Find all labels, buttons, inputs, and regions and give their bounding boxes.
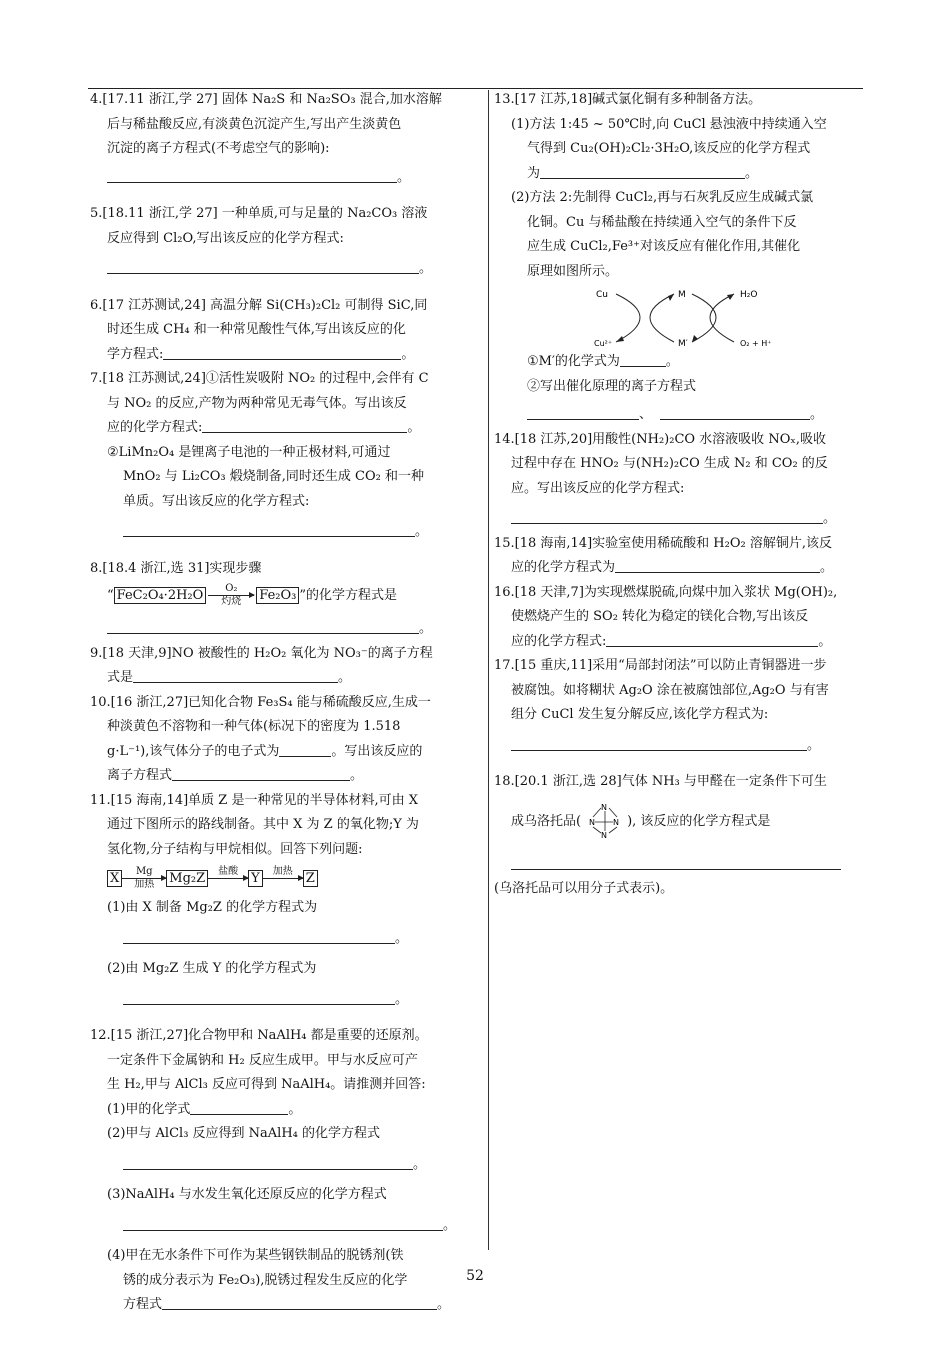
q14-line2: 过程中存在 HNO₂ 与(NH₂)₂CO 生成 N₂ 和 CO₂ 的反 xyxy=(511,456,828,471)
question-16: 16.[18 天津,7]为实现燃煤脱硫,向煤中加入浆状 Mg(OH)₂, 使燃烧产生的 SO₂ 转化为稳定的镁化合物,写出该反 应的化学方程式: 。 xyxy=(494,581,864,655)
q7b-line3: 单质。写出该反应的化学方程式: xyxy=(123,493,310,509)
curve-mprime xyxy=(692,294,716,342)
right-column xyxy=(494,88,864,902)
q10-line4: 离子方程式 xyxy=(107,768,173,783)
q4-line2: 后与稀盐酸反应,有淡黄色沉淀产生,写出产生淡黄色 xyxy=(107,116,402,132)
curve-h2o xyxy=(710,294,734,342)
q18-line2a: 成乌洛托品( xyxy=(511,813,582,829)
q7b-line1: ②LiMn₂O₄ 是锂离子电池的一种正极材料,可通过 xyxy=(107,444,391,460)
question-15: 15.[18 海南,14]实验室使用稀硫酸和 H₂O₂ 溶解铜片,该反 应的化学方程式为 。 xyxy=(494,532,864,581)
answer-blank[interactable] xyxy=(123,990,395,1005)
question-5: 5.[18.11 浙江,学 27] 一种单质,可与足量的 Na₂CO₃ 溶液 反应得到 Cl₂O,写出该反应的化学方程式: 。 xyxy=(90,202,462,282)
q13-a: ①M′的化学式为 xyxy=(527,354,620,369)
answer-blank[interactable] xyxy=(540,164,745,179)
q4-line3: 沉淀的离子方程式(不考虑空气的影响): xyxy=(107,141,330,156)
q6-line3: 学方程式: xyxy=(107,346,164,362)
label-m: M xyxy=(678,290,686,300)
q16-line1: 16.[18 天津,7]为实现燃煤脱硫,向煤中加入浆状 Mg(OH)₂, xyxy=(494,584,838,600)
q7b-line2: MnO₂ 与 Li₂CO₃ 煅烧制备,同时还生成 CO₂ 和一种 xyxy=(123,469,424,484)
arrowhead xyxy=(616,336,624,342)
q11-line3: 氢化物,分子结构与甲烷相似。回答下列问题: xyxy=(107,841,363,857)
q12-sub3: (3)NaAlH₄ 与水发生氧化还原反应的化学方程式 xyxy=(107,1187,387,1202)
q5-line2: 反应得到 Cl₂O,写出该反应的化学方程式: xyxy=(107,230,344,246)
q16-line2: 使燃烧产生的 SO₂ 转化为稳定的镁化合物,写出该反 xyxy=(511,609,809,624)
answer-blank[interactable] xyxy=(279,742,331,757)
q16-line3: 应的化学方程式: xyxy=(511,633,607,649)
q12-sub4-line2: 锈的成分表示为 Fe₂O₃),脱锈过程发生反应的化学 xyxy=(123,1272,408,1288)
question-13: 13.[17 江苏,18]碱式氯化铜有多种制备方法。 (1)方法 1:45 ~ 50℃时,向 CuCl 悬浊液中持续通入空 气得到 Cu₂(OH)₂Cl₂·3H₂O,该反应的化学方程式 为 。 (2)方法 2:先制得 CuCl₂,再与石灰乳反应生成碱式氯 化铜。Cu 与稀盐酸在持续通入空气的条件下反 应生成 CuCl₂,Fe³⁺对该反应有催化作用,其催化 原理如图所示。 Cu M H₂O Cu²⁺ M′ O₂ + H⁺ ①M′的化学式为 。 ②写出催化原理的离子方程式 、 。 xyxy=(494,88,864,428)
q12-sub1: (1)甲的化学式 xyxy=(107,1101,191,1117)
n-atom: N xyxy=(589,818,596,827)
answer-blank[interactable] xyxy=(163,345,401,360)
q11-line1: 11.[15 海南,14]单质 Z 是一种常见的半导体材料,可由 X xyxy=(90,792,418,808)
page-number: 52 xyxy=(466,1268,484,1284)
question-18 xyxy=(494,770,864,902)
label-o2-hplus: O₂ + H⁺ xyxy=(740,339,772,348)
urotropine-structure xyxy=(581,801,627,841)
arrow-heat: 加热 xyxy=(263,866,303,891)
answer-blank[interactable] xyxy=(620,352,666,367)
q7-line3: 应的化学方程式: xyxy=(107,420,203,435)
q8-tail: ”的化学方程式是 xyxy=(299,588,398,603)
q14-line3: 应。写出该反应的化学方程式: xyxy=(511,480,685,496)
question-7: 7.[18 江苏测试,24]①活性炭吸附 NO₂ 的过程中,会伴有 C 与 NO₂ 的反应,产物为两种常见无毒气体。写出该反 应的化学方程式: 。 ②LiMn₂O₄ 是锂离子电池的一种正极材料,可通过 MnO₂ 与 Li₂CO₃ 煅烧制备,同时还生成 CO₂ 和一种 单质。写出该反应的化学方程式: 。 xyxy=(90,367,462,545)
column-divider xyxy=(488,90,489,1250)
q18-line1: 18.[20.1 浙江,选 28]气体 NH₃ 与甲醛在一定条件下可生 xyxy=(494,774,827,789)
answer-blank[interactable] xyxy=(172,766,350,781)
question-11: 11.[15 海南,14]单质 Z 是一种常见的半导体材料,可由 X 通过下图所示的路线制备。其中 X 为 Z 的氧化物;Y 为 氢化物,分子结构与甲烷相似。回答下列问题: X Mg 加热 Mg₂Z 盐酸 Y 加热 Z (1)由 X 制备 Mg₂Z 的化学方程式为 。 (2)由 Mg₂Z 生成 Y 的化学方程式为 。 xyxy=(90,789,462,1013)
answer-blank[interactable] xyxy=(511,509,823,524)
q12-line3: 生 H₂,甲与 AlCl₃ 反应可得到 NaAlH₄。请推测并回答: xyxy=(107,1077,426,1092)
q9-line2: 式是 xyxy=(107,670,134,685)
catalysis-cycle-diagram xyxy=(594,284,794,350)
q17-line2: 被腐蚀。如将糊状 Ag₂O 涂在被腐蚀部位,Ag₂O 与有害 xyxy=(511,682,829,698)
q5-line1: 5.[18.11 浙江,学 27] 一种单质,可与足量的 Na₂CO₃ 溶液 xyxy=(90,206,428,221)
answer-blank[interactable] xyxy=(511,736,807,751)
q17-line1: 17.[15 重庆,11]采用“局部封闭法”可以防止青铜器进一步 xyxy=(494,658,827,673)
label-h2o: H₂O xyxy=(740,290,758,300)
q13-sub2-line3: 应生成 CuCl₂,Fe³⁺对该反应有催化作用,其催化 xyxy=(527,239,801,254)
answer-blank[interactable] xyxy=(660,405,810,420)
q13-line1: 13.[17 江苏,18]碱式氯化铜有多种制备方法。 xyxy=(494,92,762,107)
q18-line2b: ), 该反应的化学方程式是 xyxy=(627,813,771,829)
q14-line1: 14.[18 江苏,20]用酸性(NH₂)₂CO 水溶液吸收 NOₓ,吸收 xyxy=(494,431,826,447)
q12-line1: 12.[15 浙江,27]化合物甲和 NaAlH₄ 都是重要的还原剂。 xyxy=(90,1028,428,1043)
z-box: Z xyxy=(303,870,318,887)
answer-blank[interactable] xyxy=(527,405,639,420)
question-9: 9.[18 天津,9]NO 被酸性的 H₂O₂ 氧化为 NO₃⁻的离子方程 式是 。 xyxy=(90,642,462,691)
question-12: 12.[15 浙江,27]化合物甲和 NaAlH₄ 都是重要的还原剂。 一定条件下金属钠和 H₂ 反应生成甲。甲与水反应可产 生 H₂,甲与 AlCl₃ 反应可得到 NaAlH₄。请推测并回答: (1)甲的化学式 。 (2)甲与 AlCl₃ 反应得到 NaAlH₄ 的化学方程式 。 (3)NaAlH₄ 与水发生氧化还原反应的化学方程式 。 (4)甲在无水条件下可作为某些钢铁制品的脱锈剂(铁 锈的成分表示为 Fe₂O₃),脱锈过程发生反应的化学 方程式 。 xyxy=(90,1024,462,1318)
q15-line2: 应的化学方程式为 xyxy=(511,560,616,575)
q13-sub1-line3: 为 xyxy=(527,165,541,181)
q10-line2: 种淡黄色不溶物和一种气体(标况下的密度为 1.518 xyxy=(107,719,401,734)
q11-chain xyxy=(90,862,462,896)
answer-blank[interactable] xyxy=(511,855,841,870)
question-6: 6.[17 江苏测试,24] 高温分解 Si(CH₃)₂Cl₂ 可制得 SiC,同 时还生成 CH₄ 和一种常见酸性气体,写出该反应的化 学方程式: 。 xyxy=(90,294,462,368)
q17-line3: 组分 CuCl 发生复分解反应,该化学方程式为: xyxy=(511,707,769,722)
q6-line2: 时还生成 CH₄ 和一种常见酸性气体,写出该反应的化 xyxy=(107,322,406,337)
q6-line1: 6.[17 江苏测试,24] 高温分解 Si(CH₃)₂Cl₂ 可制得 SiC,同 xyxy=(90,297,428,313)
q13-b: ②写出催化原理的离子方程式 xyxy=(527,378,697,394)
answer-blank[interactable] xyxy=(190,1100,288,1115)
q13-sub2-line4: 原理如图所示。 xyxy=(527,263,619,279)
curve-m xyxy=(650,294,674,342)
reaction-arrow: O₂ 灼烧 xyxy=(208,583,254,608)
n-atom: N xyxy=(613,818,620,827)
question-8: 8.[18.4 浙江,选 31]实现步骤 “ FeC₂O₄·2H₂O O₂ 灼烧 Fe₂O₃ ”的化学方程式是 。 xyxy=(90,557,462,642)
label-cu: Cu xyxy=(596,290,608,300)
mg2z-box: Mg₂Z xyxy=(166,870,208,887)
question-17: 17.[15 重庆,11]采用“局部封闭法”可以防止青铜器进一步 被腐蚀。如将糊状 Ag₂O 涂在被腐蚀部位,Ag₂O 与有害 组分 CuCl 发生复分解反应,该化学方程式为: 。 xyxy=(494,654,864,758)
answer-blank[interactable] xyxy=(107,259,419,274)
q8-line1: 8.[18.4 浙江,选 31]实现步骤 xyxy=(90,560,262,576)
arrow-acid: 盐酸 xyxy=(208,866,248,891)
label-cu2plus: Cu²⁺ xyxy=(594,339,613,348)
answer-blank[interactable] xyxy=(123,1216,443,1231)
product-box: Fe₂O₃ xyxy=(256,587,299,604)
q12-sub4-line3: 方程式 xyxy=(123,1297,163,1312)
q13-sub2-line1: (2)方法 2:先制得 CuCl₂,再与石灰乳反应生成碱式氯 xyxy=(511,190,814,205)
q4-line1: 4.[17.11 浙江,学 27] 固体 Na₂S 和 Na₂SO₃ 混合,加水溶解 xyxy=(90,92,442,107)
q18-note: (乌洛托品可以用分子式表示)。 xyxy=(494,881,674,896)
q11-sub2: (2)由 Mg₂Z 生成 Y 的化学方程式为 xyxy=(107,961,317,976)
y-box: Y xyxy=(248,870,263,887)
q12-line2: 一定条件下金属钠和 H₂ 反应生成甲。甲与水反应可产 xyxy=(107,1052,418,1068)
q9-line1: 9.[18 天津,9]NO 被酸性的 H₂O₂ 氧化为 NO₃⁻的离子方程 xyxy=(90,645,433,661)
reactant-box: FeC₂O₄·2H₂O xyxy=(114,587,207,604)
answer-blank[interactable] xyxy=(606,632,818,647)
n-atom: N xyxy=(601,831,608,840)
n-atom: N xyxy=(601,803,608,812)
answer-blank[interactable] xyxy=(162,1295,437,1310)
q10-line3a: g·L⁻¹),该气体分子的电子式为 xyxy=(107,743,280,759)
q11-line2: 通过下图所示的路线制备。其中 X 为 Z 的氧化物;Y 为 xyxy=(107,817,419,832)
q12-sub4-line1: (4)甲在无水条件下可作为某些钢铁制品的脱锈剂(铁 xyxy=(107,1248,404,1263)
answer-blank[interactable] xyxy=(107,619,419,634)
separator: 、 xyxy=(639,407,653,422)
answer-blank[interactable] xyxy=(123,1155,413,1170)
q12-sub2: (2)甲与 AlCl₃ 反应得到 NaAlH₄ 的化学方程式 xyxy=(107,1126,381,1141)
q10-line3b: 。写出该反应的 xyxy=(331,743,423,759)
answer-blank[interactable] xyxy=(123,522,415,537)
answer-blank[interactable] xyxy=(107,168,397,183)
q7-line1: 7.[18 江苏测试,24]①活性炭吸附 NO₂ 的过程中,会伴有 C xyxy=(90,371,429,386)
arrow-mg: Mg 加热 xyxy=(122,866,166,891)
answer-blank[interactable] xyxy=(202,418,407,433)
answer-blank[interactable] xyxy=(123,929,395,944)
q13-sub2-line2: 化铜。Cu 与稀盐酸在持续通入空气的条件下反 xyxy=(527,214,797,230)
q15-line1: 15.[18 海南,14]实验室使用稀硫酸和 H₂O₂ 溶解铜片,该反 xyxy=(494,535,832,551)
q10-line1: 10.[16 浙江,27]已知化合物 Fe₃S₄ 能与稀硫酸反应,生成一 xyxy=(90,694,431,710)
q11-sub1: (1)由 X 制备 Mg₂Z 的化学方程式为 xyxy=(107,900,318,915)
left-column xyxy=(90,88,462,1318)
q13-sub1-line2: 气得到 Cu₂(OH)₂Cl₂·3H₂O,该反应的化学方程式 xyxy=(527,141,811,156)
question-10: 10.[16 浙江,27]已知化合物 Fe₃S₄ 能与稀硫酸反应,生成一 种淡黄色不溶物和一种气体(标况下的密度为 1.518 g·L⁻¹),该气体分子的电子式为 。写出该反应的 离子方程式 。 xyxy=(90,691,462,789)
answer-blank[interactable] xyxy=(133,668,338,683)
question-14: 14.[18 江苏,20]用酸性(NH₂)₂CO 水溶液吸收 NOₓ,吸收 过程中存在 HNO₂ 与(NH₂)₂CO 生成 N₂ 和 CO₂ 的反 应。写出该反应的化学方程式: 。 xyxy=(494,428,864,532)
label-m-prime: M′ xyxy=(678,339,688,349)
q13-sub1-line1: (1)方法 1:45 ~ 50℃时,向 CuCl 悬浊液中持续通入空 xyxy=(511,116,827,132)
answer-blank[interactable] xyxy=(615,558,820,573)
curve-cu xyxy=(616,294,640,342)
arrowhead xyxy=(668,294,674,301)
x-box: X xyxy=(107,870,122,887)
q7-line2: 与 NO₂ 的反应,产物为两种常见无毒气体。写出该反 xyxy=(107,395,407,411)
question-4: 4.[17.11 浙江,学 27] 固体 Na₂S 和 Na₂SO₃ 混合,加水溶解 后与稀盐酸反应,有淡黄色沉淀产生,写出产生淡黄色 沉淀的离子方程式(不考虑空气的影响): 。 xyxy=(90,88,462,190)
